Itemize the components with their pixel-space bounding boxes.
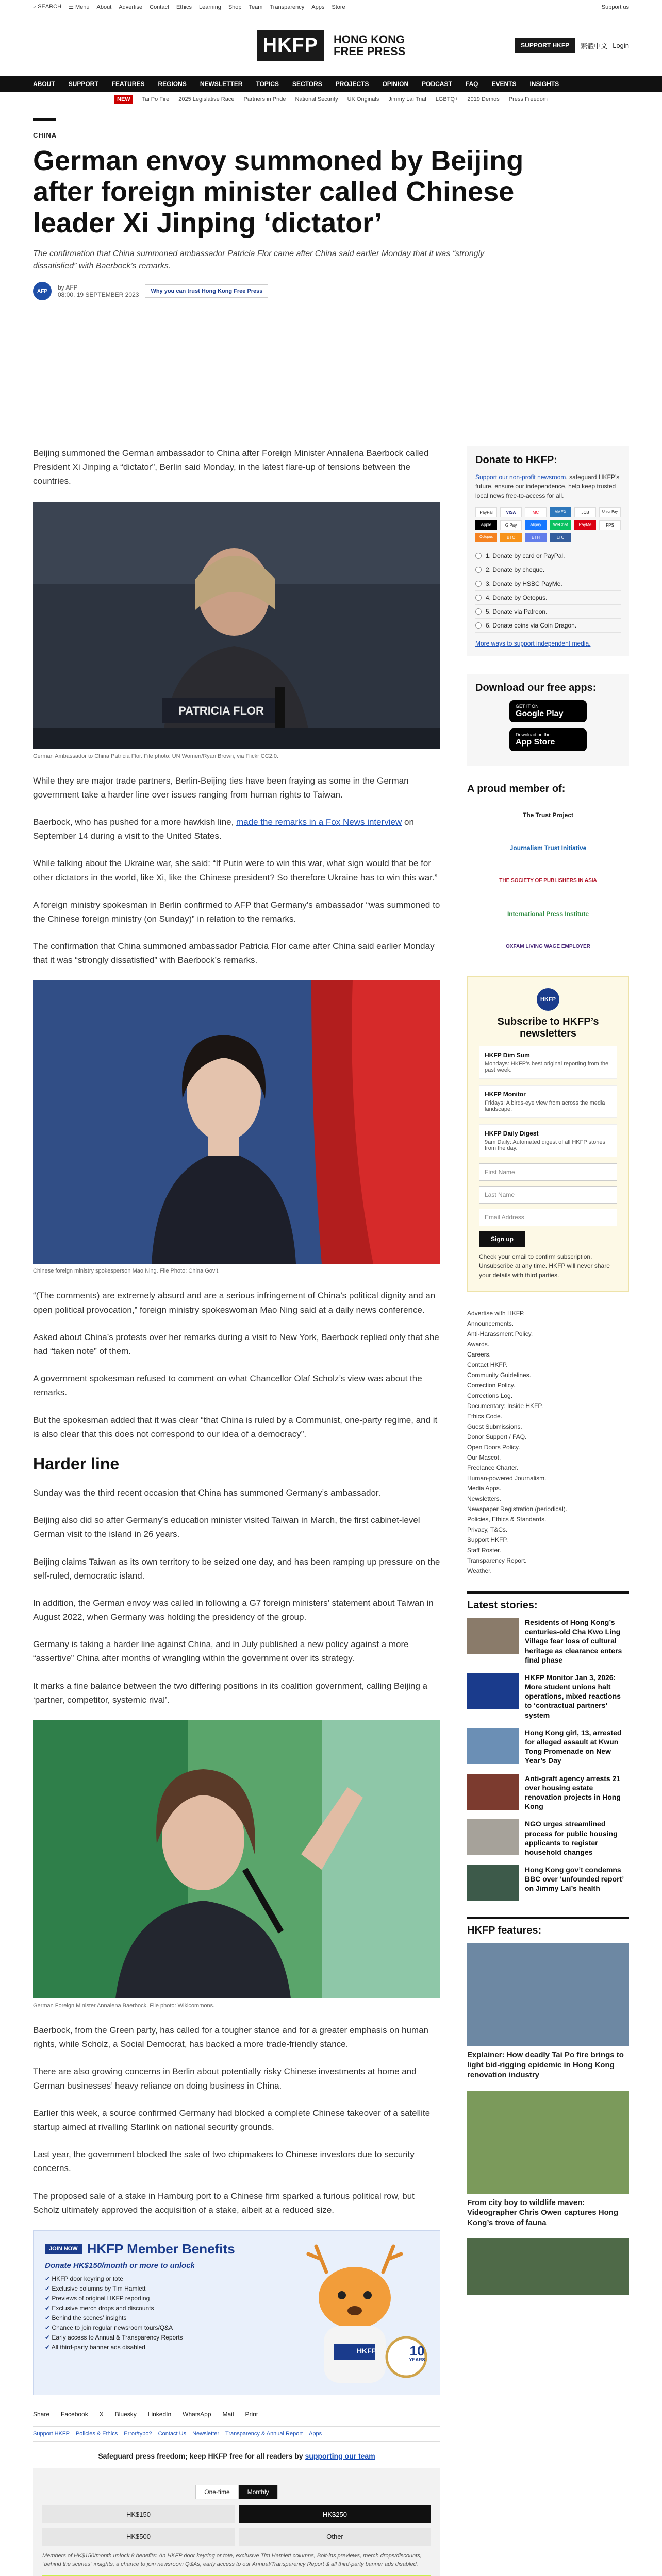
- new-badge: NEW: [114, 95, 133, 104]
- topbar-support-link[interactable]: Support us: [601, 4, 629, 10]
- trust-project-logo[interactable]: The Trust Project: [522, 811, 574, 819]
- member-benefits-subtitle: Donate HK$150/month or more to unlock: [45, 2261, 195, 2270]
- benefit-item: ✔ Behind the scenes’ insights: [45, 2314, 127, 2321]
- publish-date: 08:00, 19 SEPTEMBER 2023: [58, 291, 139, 299]
- paragraph: Last year, the government blocked the sale of two chipmakers to Chinese investors due to security concerns.: [33, 2149, 415, 2174]
- latest-stories: [467, 1591, 629, 1901]
- topbar-link[interactable]: Advertise: [119, 4, 143, 10]
- share-x[interactable]: X: [99, 2410, 104, 2418]
- mascot-shirt-text: HKFP: [356, 2346, 377, 2355]
- footer-links: [33, 2426, 440, 2442]
- fox-news-link[interactable]: made the remarks in a Fox News interview: [236, 817, 402, 827]
- donate-title: Donate to HKFP:: [475, 454, 557, 466]
- paragraph: A government spokesman refused to comment on what Chancellor Olaf Scholz’s view was about the remarks.: [33, 1374, 422, 1398]
- site-link[interactable]: Announcements.: [467, 1319, 514, 1327]
- language-switch[interactable]: 繁體中文: [581, 42, 608, 50]
- site-link[interactable]: Our Mascot.: [467, 1453, 501, 1461]
- share-bluesky[interactable]: Bluesky: [114, 2410, 137, 2418]
- story-item[interactable]: Residents of Hong Kong’s centuries-old Cha Kwo Ling Village fear loss of cultural heritage as clearance enters final phase: [467, 1618, 629, 1665]
- share-bar: [33, 2411, 440, 2418]
- benefit-item: ✔ Chance to join regular newsroom tours/Q&A: [45, 2324, 173, 2331]
- member-title: A proud member of:: [467, 783, 566, 794]
- article-header: [33, 118, 629, 300]
- ethereum-logo: ETH: [525, 533, 547, 542]
- story-thumbnail: [467, 1618, 519, 1654]
- donate-option[interactable]: 4. Donate by Octopus.: [475, 591, 621, 605]
- site-link[interactable]: Weather.: [467, 1567, 492, 1574]
- support-newsroom-link[interactable]: Support our non-profit newsroom: [475, 473, 566, 481]
- photo-caption: Chinese foreign ministry spokesperson Mao Ning. File Photo: China Gov’t.: [33, 1268, 220, 1275]
- topbar-link[interactable]: Contact: [150, 4, 170, 10]
- top-utility-bar: [0, 0, 662, 14]
- first-name-input[interactable]: First Name: [479, 1163, 617, 1181]
- payment-logos: [475, 507, 621, 542]
- ticker-link[interactable]: Press Freedom: [508, 96, 548, 103]
- ticker-link[interactable]: Jimmy Lai Trial: [388, 96, 426, 103]
- article-category[interactable]: CHINA: [33, 131, 57, 139]
- nav-item[interactable]: FEATURES: [111, 80, 145, 88]
- site-link[interactable]: Newsletters.: [467, 1495, 502, 1502]
- trust-button[interactable]: Why you can trust Hong Kong Free Press: [145, 284, 268, 298]
- ticker-link[interactable]: Partners in Pride: [243, 96, 286, 103]
- site-name: HONG KONG FREE PRESS: [334, 32, 406, 58]
- byline: [33, 282, 629, 300]
- feature-item[interactable]: Explainer: How deadly Tai Po fire brings to light bid-rigging epidemic in Hong Kong renovation industry: [467, 1943, 629, 2080]
- paragraph: While talking about the Ukraine war, she said: “If Putin were to win this war, what sign would that be for other dictators in the world, like Xi, like the Chinese president? So therefore Ukraine has to win this war.”: [33, 858, 438, 883]
- footer-link[interactable]: Apps: [309, 2430, 322, 2437]
- main-nav: [0, 76, 662, 92]
- site-link[interactable]: Careers.: [467, 1350, 491, 1358]
- site-link[interactable]: Awards.: [467, 1340, 490, 1348]
- paragraph: It marks a fine balance between the two differing positions in its coalition government, calling Beijing a ‘partner, competitor, systemic rival’.: [33, 1681, 428, 1705]
- donate-option[interactable]: 5. Donate via Patreon.: [475, 605, 621, 619]
- ticker-link[interactable]: 2025 Legislative Race: [178, 96, 235, 103]
- footer-link[interactable]: Policies & Ethics: [75, 2430, 118, 2437]
- site-link[interactable]: Donor Support / FAQ.: [467, 1433, 527, 1440]
- hkfp-logo[interactable]: HKFP: [257, 30, 324, 61]
- share-mail[interactable]: Mail: [222, 2410, 234, 2418]
- apps-widget: [467, 674, 629, 766]
- article-body: [33, 446, 440, 2576]
- story-item[interactable]: Anti-graft agency arrests 21 over housing estate renovation projects in Hong Kong: [467, 1774, 629, 1811]
- site-link[interactable]: Advertise with HKFP.: [467, 1309, 525, 1317]
- nav-item[interactable]: EVENTS: [491, 80, 517, 88]
- category-rule: [33, 118, 56, 121]
- story-thumbnail: [467, 1865, 519, 1901]
- feature-item[interactable]: From city boy to wildlife maven: Videographer Chris Owen captures Hong Kong’s trove of fauna: [467, 2091, 629, 2228]
- donate-widget: Donate to HKFP: Support our non-profit newsroom, safeguard HKFP’s future, ensure our independence, help keep trusted local news free-to-access for all. PayPal VISA MC AMEX JCB UnionPay Apple G Pay Alipay WeChat PayMe FPS Octopus BTC ETH LTC 1. Donate by card or PayPal. 2. Donate by cheque. 3. Donate by HSBC PayMe. 4. Donate by Octopus. 5. Donate via Patreon. 6. Donate coins via Coin Dragon. More ways to support independent media.: [467, 446, 629, 656]
- donate-note: Members of HK$150/month unlock 8 benefits: An HKFP door keyring or tote, exclusive Tim Hamlett columns, Bolt-ins previews, merch drops/discounts, “behind the scenes” insights, a chance to join newsroom Q&As, early access to our Annual/Transparency Report & all third-party banner ads disabled.: [42, 2552, 422, 2568]
- site-link[interactable]: Policies, Ethics & Standards.: [467, 1515, 547, 1523]
- nav-item[interactable]: INSIGHTS: [529, 80, 559, 88]
- donate-box: [33, 2468, 440, 2576]
- member-of-widget: [467, 783, 629, 961]
- site-link[interactable]: Privacy, T&Cs.: [467, 1526, 508, 1533]
- member-benefits-banner[interactable]: [33, 2230, 440, 2395]
- paragraph: While they are major trade partners, Berlin-Beijing ties have been fraying as some in the German government take a harder line over issues ranging from human rights to Taiwan.: [33, 775, 409, 800]
- nav-item[interactable]: PODCAST: [422, 80, 452, 88]
- site-link[interactable]: Transparency Report.: [467, 1556, 527, 1564]
- safeguard-heading: Safeguard press freedom; keep HKFP free for all readers by supporting our team: [98, 2451, 375, 2460]
- share-linkedin[interactable]: LinkedIn: [147, 2410, 172, 2418]
- payme-logo: PayMe: [574, 520, 596, 530]
- sidebar: [467, 446, 629, 2299]
- apple-pay-logo: Apple: [475, 520, 497, 530]
- alipay-logo: Alipay: [525, 520, 547, 530]
- story-item[interactable]: NGO urges streamlined process for public housing applicants to register household changes: [467, 1819, 629, 1857]
- site-link[interactable]: Freelance Charter.: [467, 1464, 519, 1471]
- benefit-item: ✔ Exclusive columns by Tim Hamlett: [45, 2284, 146, 2292]
- donate-option[interactable]: 2. Donate by cheque.: [475, 563, 621, 577]
- photo-mao-ning: [33, 980, 440, 1264]
- footer-link[interactable]: Error/typo?: [124, 2430, 152, 2437]
- tab-one-time[interactable]: One-time: [195, 2485, 238, 2499]
- sopa-logo[interactable]: THE SOCIETY OF PUBLISHERS IN ASIA: [499, 878, 597, 884]
- site-link[interactable]: Human-powered Journalism.: [467, 1474, 547, 1482]
- unionpay-logo: UnionPay: [599, 507, 621, 517]
- trending-ticker: [0, 92, 662, 107]
- author-name[interactable]: by AFP: [58, 284, 78, 292]
- more-ways-link[interactable]: More ways to support independent media.: [475, 640, 591, 647]
- signup-button[interactable]: Sign up: [479, 1231, 525, 1247]
- ticker-link[interactable]: 2019 Demos: [467, 96, 500, 103]
- site-link[interactable]: Guest Submissions.: [467, 1422, 522, 1430]
- jcb-logo: JCB: [574, 507, 596, 517]
- paragraph: A foreign ministry spokesman in Berlin confirmed to AFP that Germany’s ambassador “was summoned to the Chinese foreign ministry (on Sunday)” in relation to the remarks.: [33, 900, 440, 924]
- ticker-link[interactable]: UK Originals: [347, 96, 379, 103]
- author-avatar: AFP: [33, 282, 52, 300]
- photo-caption: German Ambassador to China Patricia Flor. File photo: UN Women/Ryan Brown, via Flickr CC2.0.: [33, 753, 279, 759]
- donate-option[interactable]: 6. Donate coins via Coin Dragon.: [475, 619, 621, 633]
- nav-item[interactable]: ABOUT: [33, 80, 55, 88]
- amount-options: [42, 2505, 431, 2546]
- nav-item[interactable]: SECTORS: [292, 80, 322, 88]
- amount-other[interactable]: Other: [239, 2528, 431, 2546]
- last-name-input[interactable]: Last Name: [479, 1186, 617, 1204]
- tab-monthly[interactable]: Monthly: [239, 2485, 278, 2499]
- topbar-link[interactable]: Learning: [199, 4, 221, 10]
- newsletter-option[interactable]: HKFP Daily Digest 9am Daily: Automated digest of all HKFP stories from the day.: [479, 1124, 617, 1157]
- footer-link[interactable]: Transparency & Annual Report: [225, 2430, 303, 2437]
- donate-option[interactable]: 1. Donate by card or PayPal.: [475, 549, 621, 563]
- visa-logo: VISA: [500, 507, 522, 517]
- site-link[interactable]: Anti-Harassment Policy.: [467, 1330, 533, 1337]
- site-link[interactable]: Open Doors Policy.: [467, 1443, 520, 1451]
- site-link[interactable]: Newspaper Registration (periodical).: [467, 1505, 568, 1513]
- site-link[interactable]: Documentary: Inside HKFP.: [467, 1402, 543, 1410]
- paragraph: Beijing also did so after Germany’s education minister visited Taiwan in March, the first cabinet-level German visit to the island in 26 years.: [33, 1515, 420, 1539]
- paragraph: But the spokesman added that it was clear “that China is ruled by a Communist, one-party regime, and it is also clear that this does not correspond to our idea of a democracy”.: [33, 1415, 438, 1439]
- topbar-link[interactable]: Shop: [228, 4, 242, 10]
- bitcoin-logo: BTC: [500, 533, 522, 542]
- newsletter-title: Subscribe to HKFP’s newsletters: [497, 1015, 599, 1039]
- topbar-link[interactable]: Apps: [311, 4, 325, 10]
- wechat-logo: WeChat: [550, 520, 571, 530]
- nav-item[interactable]: OPINION: [382, 80, 409, 88]
- nav-item[interactable]: FAQ: [465, 80, 478, 88]
- story-thumbnail: [467, 1728, 519, 1764]
- paragraph: “(The comments) are extremely absurd and are a serious infringement of China’s political dignity and an open political provocation,” foreign ministry spokeswoman Mao Ning said at a daily news conference.: [33, 1291, 436, 1315]
- article-title: German envoy summoned by Beijing after foreign minister called Chinese leader Xi Jinping ‘dictator’: [33, 145, 524, 239]
- topbar-link[interactable]: Team: [249, 4, 263, 10]
- newsletter-option[interactable]: HKFP Monitor Fridays: A birds-eye view from across the media landscape.: [479, 1085, 617, 1118]
- site-link[interactable]: Correction Policy.: [467, 1381, 516, 1389]
- paragraph: Beijing claims Taiwan as its own territory to be seized one day, and has been ramping up pressure on the self-ruled, democratic island.: [33, 1556, 440, 1581]
- story-item[interactable]: Hong Kong girl, 13, arrested for alleged assault at Kwun Tong Promenade on New Year’s Day: [467, 1728, 629, 1766]
- nav-item[interactable]: TOPICS: [256, 80, 279, 88]
- ipi-logo[interactable]: International Press Institute: [507, 910, 589, 918]
- paragraph: Sunday was the third recent occasion that China has summoned Germany’s ambassador.: [33, 1487, 381, 1498]
- benefit-item: ✔ All third-party banner ads disabled: [45, 2343, 145, 2351]
- story-thumbnail: [467, 1819, 519, 1855]
- feature-thumbnail: [467, 1943, 629, 2046]
- google-pay-logo: G Pay: [500, 520, 522, 530]
- story-thumbnail: [467, 1774, 519, 1810]
- photo-baerbock: [33, 1720, 440, 1998]
- latest-title: Latest stories:: [467, 1599, 538, 1611]
- paragraph: Germany is taking a harder line against China, and in July published a new policy against a more “assertive” China after months of wrangling within the government over its strategy.: [33, 1639, 409, 1664]
- story-item[interactable]: HKFP Monitor Jan 3, 2026: More student unions halt operations, mixed reactions to ‘contractual partners’ system: [467, 1673, 629, 1720]
- feature-thumbnail: [467, 2238, 629, 2295]
- footer-link[interactable]: Contact Us: [158, 2430, 187, 2437]
- google-play-button[interactable]: GET IT ON Google Play: [509, 700, 587, 722]
- benefit-item: ✔ HKFP door keyring or tote: [45, 2275, 123, 2282]
- supporting-team-link[interactable]: supporting our team: [305, 2451, 375, 2460]
- footer-link[interactable]: Newsletter: [192, 2430, 220, 2437]
- paragraph: Earlier this week, a source confirmed Germany had blocked a complete Chinese takeover of a satellite startup aimed at rivalling Starlink on national security grounds.: [33, 2108, 431, 2132]
- story-item[interactable]: Hong Kong gov’t condemns BBC over ‘unfounded report’ on Jimmy Lai’s health: [467, 1865, 629, 1901]
- feature-thumbnail: [467, 2091, 629, 2194]
- support-hkfp-button[interactable]: SUPPORT HKFP: [515, 38, 575, 53]
- ticker-link[interactable]: Tai Po Fire: [142, 96, 170, 103]
- frequency-tabs: [42, 2485, 431, 2499]
- nav-item[interactable]: NEWSLETTER: [200, 80, 243, 88]
- section-heading: Harder line: [33, 1454, 120, 1473]
- newsletter-badge: HKFP: [537, 988, 559, 1011]
- paragraph: Baerbock, who has pushed for a more hawkish line, made the remarks in a Fox News interview on September 14 during a visit to the United States.: [33, 817, 414, 841]
- paragraph: Beijing summoned the German ambassador to China after Foreign Minister Annalena Baerbock called President Xi Jinping a “dictator”, Berlin said Monday, in the latest flare-up of tensions between the countries.: [33, 448, 429, 486]
- donate-option[interactable]: 3. Donate by HSBC PayMe.: [475, 577, 621, 591]
- features-widget: [467, 1917, 629, 2295]
- oxfam-living-wage-logo[interactable]: OXFAM LIVING WAGE EMPLOYER: [506, 944, 590, 950]
- ten-years-badge: 10 YEARS: [409, 2343, 425, 2362]
- paypal-logo: PayPal: [475, 507, 497, 517]
- jti-logo[interactable]: Journalism Trust Initiative: [509, 844, 587, 852]
- newsletter-note: Check your email to confirm subscription. Unsubscribe at any time. HKFP will never share your details with third parties.: [479, 1252, 610, 1279]
- paragraph: In addition, the German envoy was called in following a G7 foreign ministers’ statement about Taiwan in August 2022, when Germany was holding the presidency of the group.: [33, 1598, 434, 1622]
- apps-title: Download our free apps:: [475, 682, 597, 693]
- site-header: [0, 14, 662, 76]
- share-facebook[interactable]: Facebook: [61, 2410, 88, 2418]
- site-link[interactable]: Ethics Code.: [467, 1412, 503, 1420]
- mastercard-logo: MC: [525, 507, 547, 517]
- amount-option[interactable]: HK$150: [42, 2505, 235, 2523]
- paragraph: Baerbock, from the Green party, has called for a tougher stance and for a greater emphasis on human rights, while Scholz, a Social Democrat, has backed a more trade-friendly stance.: [33, 2025, 429, 2049]
- amount-option-selected[interactable]: HK$250: [239, 2505, 431, 2523]
- menu-button[interactable]: ☰ Menu: [69, 4, 90, 10]
- paragraph: The proposed sale of a stake in Hamburg port to a Chinese firm sparked a furious political row, but Scholz ultimately approved the acquisition of a stake, albeit at a reduced size.: [33, 2191, 415, 2215]
- nav-item[interactable]: SUPPORT: [68, 80, 98, 88]
- email-input[interactable]: Email Address: [479, 1209, 617, 1226]
- ticker-link[interactable]: National Security: [295, 96, 338, 103]
- feature-item[interactable]: [467, 2238, 629, 2295]
- topbar-link[interactable]: About: [96, 4, 112, 10]
- topbar-link[interactable]: Ethics: [176, 4, 192, 10]
- newsletter-widget: [467, 976, 629, 1292]
- photo-patricia-flor: [33, 502, 440, 749]
- site-link[interactable]: Media Apps.: [467, 1484, 502, 1492]
- site-link[interactable]: Contact HKFP.: [467, 1361, 508, 1368]
- site-link[interactable]: Support HKFP.: [467, 1536, 508, 1544]
- share-label: Share: [33, 2410, 50, 2418]
- app-store-button[interactable]: Download on the App Store: [509, 728, 587, 751]
- fps-logo: FPS: [599, 520, 621, 530]
- deer-mascot-illustration: [280, 2241, 429, 2385]
- litecoin-logo: LTC: [550, 533, 571, 542]
- site-link[interactable]: Community Guidelines.: [467, 1371, 532, 1379]
- newsletter-option[interactable]: HKFP Dim Sum Mondays: HKFP’s best original reporting from the past week.: [479, 1046, 617, 1079]
- paragraph: The confirmation that China summoned ambassador Patricia Flor came after China said earlier Monday that it was “strongly dissatisfied” with Baerbock’s remarks.: [33, 941, 435, 965]
- ticker-link[interactable]: LGBTQ+: [435, 96, 458, 103]
- share-print[interactable]: Print: [245, 2410, 258, 2418]
- benefit-item: ✔ Early access to Annual & Transparency Reports: [45, 2333, 183, 2341]
- site-links: [467, 1308, 629, 1576]
- photo-caption: German Foreign Minister Annalena Baerbock. File photo: Wikicommons.: [33, 2003, 215, 2009]
- amount-option[interactable]: HK$500: [42, 2528, 235, 2546]
- nav-item[interactable]: REGIONS: [158, 80, 187, 88]
- article-subtitle: The confirmation that China summoned ambassador Patricia Flor came after China said earlier Monday that it was “strongly dissatisfied” with Baerbock’s remarks.: [33, 249, 485, 271]
- join-now-badge[interactable]: JOIN NOW: [45, 2244, 82, 2254]
- amex-logo: AMEX: [550, 507, 571, 517]
- story-thumbnail: [467, 1673, 519, 1709]
- site-link[interactable]: Corrections Log.: [467, 1392, 513, 1399]
- login-link[interactable]: Login: [613, 41, 629, 49]
- benefit-item: ✔ Exclusive merch drops and discounts: [45, 2304, 154, 2312]
- nav-item[interactable]: PROJECTS: [335, 80, 369, 88]
- svg-text:PATRICIA FLOR: PATRICIA FLOR: [178, 704, 264, 717]
- search-button[interactable]: ⌕ SEARCH: [33, 4, 62, 10]
- footer-link[interactable]: Support HKFP: [33, 2430, 70, 2437]
- topbar-link[interactable]: Transparency: [270, 4, 305, 10]
- features-title: HKFP features:: [467, 1925, 542, 1937]
- paragraph: There are also growing concerns in Berlin about potentially risky Chinese investments at home and German businesses’ heavy reliance on doing business in China.: [33, 2066, 417, 2091]
- octopus-logo: Octopus: [475, 533, 497, 542]
- benefit-item: ✔ Previews of original HKFP reporting: [45, 2294, 150, 2302]
- site-link[interactable]: Staff Roster.: [467, 1546, 501, 1554]
- paragraph: Asked about China’s protests over her remarks during a visit to New York, Baerbock replied only that she had “taken note” of them.: [33, 1332, 439, 1356]
- topbar-link[interactable]: Store: [332, 4, 345, 10]
- share-whatsapp[interactable]: WhatsApp: [183, 2410, 211, 2418]
- member-benefits-title: HKFP Member Benefits: [87, 2241, 235, 2257]
